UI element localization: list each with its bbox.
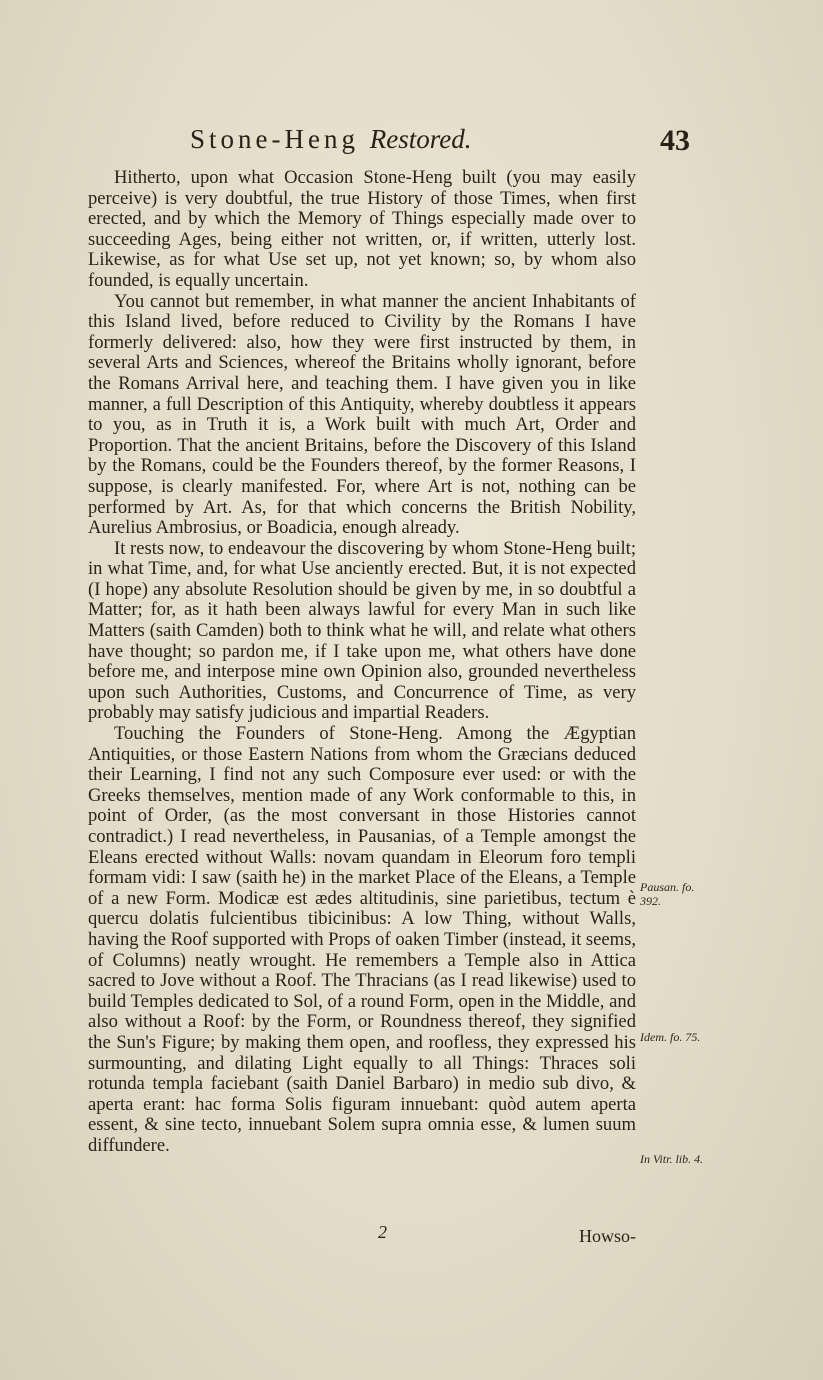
paragraph: You cannot but remember, in what manner the ancient Inhabitants of this Island lived, before reduced to Civility by the Romans I have formerly delivered: also, how they were first instructed by them, in several Arts and Sciences, whereof the Britains wholly ignorant, before the Romans Arrival here, and teaching them. I have given you in like manner, a full Description of this Antiquity, whereby doubtless it appears to you, as in Truth it is, a Work built with much Art, Order and Proportion. That the ancient Britains, before the Discovery of this Island by the Romans, could be the Founders thereof, by the former Reasons, I suppose, is clearly manifested. For, where Art is not, nothing can be performed by Art. As, for that which concerns the British Nobility, Aurelius Ambrosius, or Boadicia, enough already. bbox=[88, 290, 636, 539]
margin-note-vitruvius: In Vitr. lib. 4. bbox=[640, 1152, 704, 1166]
page-number: 43 bbox=[660, 124, 690, 157]
catchword: Howso- bbox=[579, 1226, 636, 1246]
paragraph: Touching the Founders of Stone-Heng. Among the Ægyptian Antiquities, or those Eastern Nations from whom the Græcians deduced their Learning, I find not any such Composure ever used: or with the Greeks themselves, mention made of any Work conformable to this, in point of Order, (as the most conversant in those Histories cannot contradict.) I read nevertheless, in Pausanias, of a Temple amongst the Eleans erected without Walls: novam quandam in Eleorum foro templi formam vidi: I saw (saith he) in the market Place of the Eleans, a Temple of a new Form. Modicæ est ædes altitudinis, sine parietibus, tectum è quercu dolatis fulcientibus tibicinibus: A low Thing, without Walls, having the Roof supported with Props of oaken Timber (instead, it seems, of Columns) neatly wrought. He remembers a Temple also in Attica sacred to Jove without a Roof. The Thracians (as I read likewise) used to build Temples dedicated to Sol, of a round Form, open in the Middle, and also without a Roof: by the Form, or Roundness thereof, they signified the Sun's Figure; by making them open, and roofless, they expressed his surmounting, and dilating Light equally to all Things: Thraces soli rotunda templa faciebant (saith Daniel Barbaro) in medio sub divo, & aperta erant: hac forma Solis figuram innuebant: quòd autem aperta essent, & sine tecto, innuebant Solem supra omnia esse, & lumen suum diffundere. bbox=[88, 723, 636, 1156]
margin-note-idem: Idem. fo. 75. bbox=[640, 1030, 701, 1044]
running-title-italic: Restored. bbox=[369, 124, 472, 154]
running-title bbox=[190, 124, 471, 155]
page-footer bbox=[88, 1222, 636, 1246]
margin-note-pausanias: Pausan. fo. 392. bbox=[640, 880, 695, 908]
page-header bbox=[190, 120, 710, 160]
body-text bbox=[88, 168, 636, 1157]
paragraph: Hitherto, upon what Occasion Stone-Heng built (you may easily perceive) is very doubtful, the true History of those Times, when first erected, and by which the Memory of Things especially made over to succeeding Ages, being either not written, or, if written, utterly lost. Likewise, as for what Use set up, not yet known; so, by whom also founded, is equally uncertain. bbox=[88, 167, 636, 291]
signature-mark: 2 bbox=[378, 1222, 387, 1242]
running-title-main: Stone-Heng bbox=[190, 124, 359, 154]
paragraph: It rests now, to endeavour the discovering by whom Stone-Heng built; in what Time, and, for what Use anciently erected. But, it is not expected (I hope) any absolute Resolution should be given by me, in so doubtful a Matter; for, as it hath been always lawful for every Man in such like Matters (saith Camden) both to think what he will, and relate what others have thought; so pardon me, if I take upon me, what others have done before me, and interpose mine own Opinion also, grounded nevertheless upon such Authorities, Customs, and Concurrence of Time, as very probably may satisfy judicious and impartial Readers. bbox=[88, 537, 636, 724]
